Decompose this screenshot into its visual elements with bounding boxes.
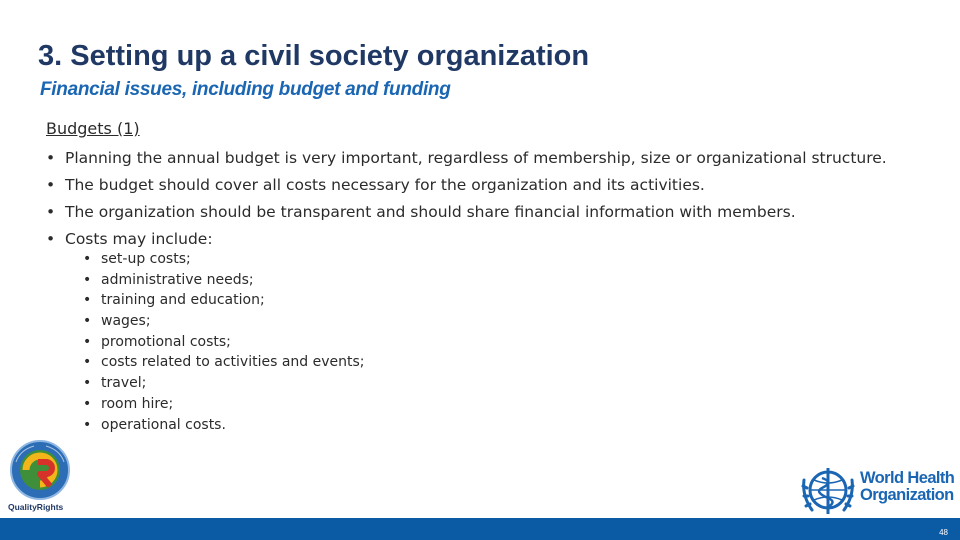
who-name	[860, 470, 954, 504]
bullet-item: • Planning the annual budget is very important, regardless of membership, size or organizational structure.	[46, 145, 946, 172]
who-line-2: Organization	[860, 486, 954, 504]
sub-bullet-item: • set-up costs;	[83, 249, 946, 270]
bullet-item: • The budget should cover all costs necessary for the organization and its activities.	[46, 172, 946, 199]
sub-bullet-item: • costs related to activities and events;	[83, 352, 946, 373]
sub-bullet-item: • travel;	[83, 373, 946, 394]
sub-bullet-item: • room hire;	[83, 394, 946, 415]
who-emblem-icon	[800, 462, 856, 518]
slide-title: 3. Setting up a civil society organization	[38, 40, 590, 72]
sub-bullet-item: • wages;	[83, 311, 946, 332]
bullet-item: • Costs may include:	[46, 226, 946, 253]
slide-body	[46, 118, 946, 435]
sub-bullet-list	[83, 249, 946, 435]
sub-bullet-item: • promotional costs;	[83, 332, 946, 353]
sub-bullet-item: • administrative needs;	[83, 270, 946, 291]
bullet-item: • The organization should be transparent and should share financial information with members.	[46, 199, 946, 226]
quality-rights-label: QualityRights	[8, 502, 64, 512]
bullet-list	[46, 145, 946, 253]
page-number: 48	[939, 528, 948, 537]
who-line-1: World Health	[860, 469, 955, 487]
sub-bullet-item: • operational costs.	[83, 415, 946, 436]
slide-subtitle: Financial issues, including budget and funding	[40, 79, 451, 100]
sub-bullet-item: • training and education;	[83, 290, 946, 311]
section-heading: Budgets (1)	[46, 119, 140, 138]
footer-bar	[0, 518, 960, 540]
